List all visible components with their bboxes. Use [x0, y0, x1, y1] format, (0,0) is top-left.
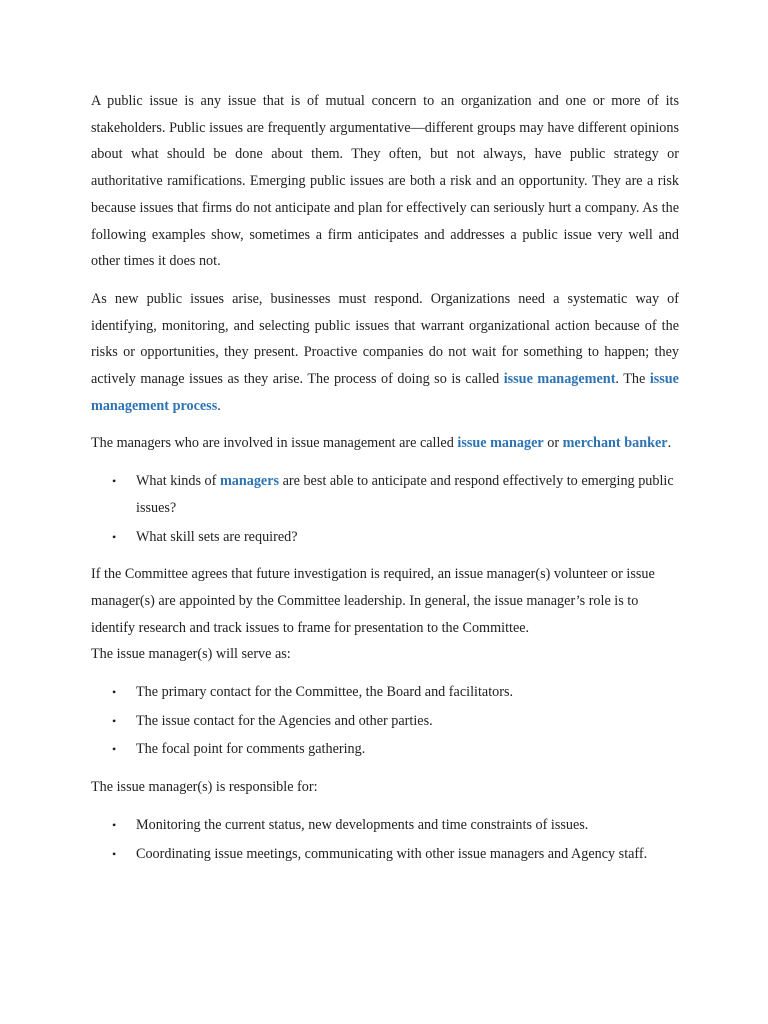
paragraph-text: The managers who are involved in issue management are called — [91, 435, 458, 452]
list-item-text: Coordinating issue meetings, communicating with other issue managers and Agency staff. — [136, 845, 648, 862]
link-managers[interactable]: managers — [219, 473, 280, 490]
paragraph-text: or — [543, 435, 563, 452]
paragraph-text: . — [667, 435, 672, 452]
link-merchant-banker[interactable]: merchant banker — [562, 435, 668, 452]
paragraph-managers — [91, 430, 679, 457]
bullet-list-roles — [91, 679, 679, 763]
list-item — [91, 736, 679, 763]
paragraph-committee: If the Committee agrees that future investigation is required, an issue manager(s) volunteer or issue manager(s) are appointed by the Committee leadership. In general, the issue manager’s role is to identify research and track issues to frame for presentation to the Committee. — [91, 566, 655, 636]
paragraph-text: As new public issues arise, businesses must respond. Organizations need a systematic way of identifying, monitoring, and selecting public issues that warrant organizational action because of the risks or opportunities, they present. Proactive companies do not wait for something to happen; they actively manage issues as they arise. The process of doing so is called — [91, 290, 679, 388]
link-issue-management-process[interactable]: issue management process — [91, 371, 679, 414]
link-issue-manager[interactable]: issue manager — [457, 435, 544, 452]
bullet-icon: • — [112, 846, 117, 861]
document-page — [91, 88, 679, 878]
list-item-text: The primary contact for the Committee, the Board and facilitators. — [136, 684, 514, 701]
link-issue-management[interactable]: issue management — [503, 371, 616, 388]
list-item-text: are best able to anticipate and respond effectively to emerging public issues? — [136, 473, 674, 516]
paragraph-text: . The — [615, 371, 650, 388]
bullet-icon: • — [112, 713, 117, 728]
paragraph-public-issue: A public issue is any issue that is of mutual concern to an organization and one or more of its stakeholders. Public issues are frequently argumentative—different groups may have different opinions about what should be done about them. They often, but not always, have public strategy or authoritative ramifications. Emerging public issues are both a risk and an opportunity. They are a risk because issues that firms do not anticipate and plan for effectively can seriously hurt a company. As the following examples show, sometimes a firm anticipates and addresses a public issue very well and other times it does not. — [91, 93, 679, 270]
paragraph-issue-management — [91, 286, 679, 420]
list-item-text: The focal point for comments gathering. — [136, 741, 366, 758]
list-item-text: Monitoring the current status, new developments and time constraints of issues. — [136, 816, 589, 833]
paragraph-text: . — [217, 397, 221, 414]
list-item — [91, 468, 679, 521]
bullet-icon: • — [112, 685, 117, 700]
list-item-text: What kinds of — [136, 473, 220, 490]
list-item — [91, 524, 679, 551]
bullet-icon: • — [112, 742, 117, 757]
list-item — [91, 841, 679, 868]
bullet-icon: • — [112, 474, 117, 489]
list-item-text: What skill sets are required? — [136, 528, 298, 545]
list-item — [91, 812, 679, 839]
bullet-icon: • — [112, 817, 117, 832]
bullet-icon: • — [112, 529, 117, 544]
list-item — [91, 708, 679, 735]
bullet-list-questions — [91, 468, 679, 550]
list-item — [91, 679, 679, 706]
paragraph-serve-as: The issue manager(s) will serve as: — [91, 646, 291, 663]
list-item-text: The issue contact for the Agencies and other parties. — [136, 712, 433, 729]
paragraph-responsible-for: The issue manager(s) is responsible for: — [91, 779, 318, 796]
bullet-list-responsibilities — [91, 812, 679, 867]
